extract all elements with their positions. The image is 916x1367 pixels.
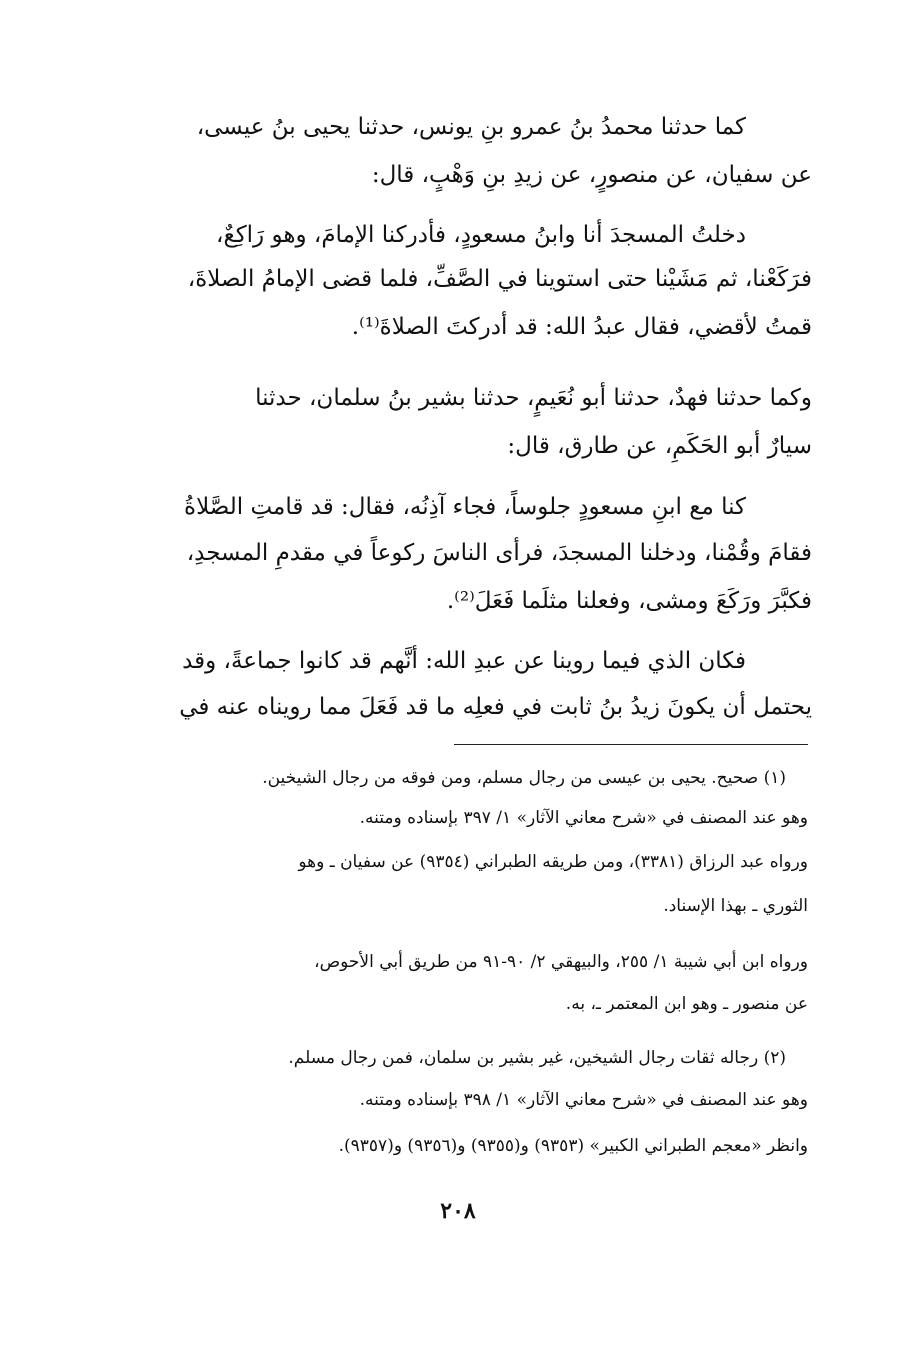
paragraph-line: فكان الذي فيما روينا عن عبدِ الله: أنَّهم قد كانوا جماعةً، وقد (182, 648, 746, 674)
footnote-line: وهو عند المصنف في «شرح معاني الآثار» ١/ ٣٩٨ بإسناده ومتنه. (359, 1090, 808, 1110)
footnote-line: (١) صحيح. يحيى بن عيسى من رجال مسلم، ومن فوقه من رجال الشيخين. (262, 768, 786, 788)
footnote-line: (٢) رجاله ثقات رجال الشيخين، غير بشير بن سلمان، فمن رجال مسلم. (288, 1048, 786, 1068)
paragraph-line: فقامَ وقُمْنا، ودخلنا المسجدَ، فرأى الناسَ ركوعاً في مقدمِ المسجدِ، (186, 540, 812, 566)
paragraph-line: كما حدثنا محمدُ بنُ عمرو بنِ يونس، حدثنا يحيى بنُ عيسى، (196, 114, 746, 140)
paragraph-line: سيارٌ أبو الحَكَمِ، عن طارق، قال: (507, 433, 812, 459)
paragraph-line: دخلتُ المسجدَ أنا وابنُ مسعودٍ، فأدركنا الإمامَ، وهو رَاكِعٌ، (216, 222, 746, 248)
footnote-line: ورواه عبد الرزاق (٣٣٨١)، ومن طريقه الطبراني (٩٣٥٤) عن سفيان ـ وهو (298, 852, 808, 872)
paragraph-line: فكبَّرَ ورَكَعَ ومشى، وفعلنا مثلَما فَعَلَ⁽²⁾. (446, 588, 812, 614)
footnotes (108, 0, 808, 1180)
paragraph-line: يحتمل أن يكونَ زيدُ بنُ ثابت في فعلِه ما قد فَعَلَ مما رويناه عنه في (179, 694, 812, 720)
footnote-line: وانظر «معجم الطبراني الكبير» (٩٣٥٣) و(٩٣٥٥) و(٩٣٥٦) و(٩٣٥٧). (338, 1136, 808, 1156)
paragraph-line: قمتُ لأقضي، فقال عبدُ الله: قد أدركتَ الصلاةَ⁽¹⁾. (351, 314, 812, 340)
footnote-line: عن منصور ـ وهو ابن المعتمر ـ، به. (565, 994, 808, 1014)
footnote-line: الثوري ـ بهذا الإسناد. (663, 896, 808, 916)
paragraph-line: فرَكَعْنا، ثم مَشَيْنا حتى استوينا في الصَّفِّ، فلما قضى الإمامُ الصلاةَ، (187, 266, 812, 292)
paragraph-line: وكما حدثنا فهدٌ، حدثنا أبو نُعَيمٍ، حدثنا بشير بنُ سلمان، حدثنا (255, 385, 812, 411)
footnote-line: ورواه ابن أبي شيبة ١/ ٢٥٥، والبيهقي ٢/ ٩٠-٩١ من طريق أبي الأحوص، (314, 952, 808, 972)
footnote-line: وهو عند المصنف في «شرح معاني الآثار» ١/ ٣٩٧ بإسناده ومتنه. (359, 808, 808, 828)
page-number: ٢٠٨ (440, 1198, 476, 1224)
paragraph-line: كنا مع ابنِ مسعودٍ جلوساً، فجاء آذِنُه، فقال: قد قامتِ الصَّلاةُ (184, 494, 746, 520)
paragraph-line: عن سفيان، عن منصورٍ، عن زيدِ بنِ وَهْبٍ، قال: (371, 162, 812, 188)
